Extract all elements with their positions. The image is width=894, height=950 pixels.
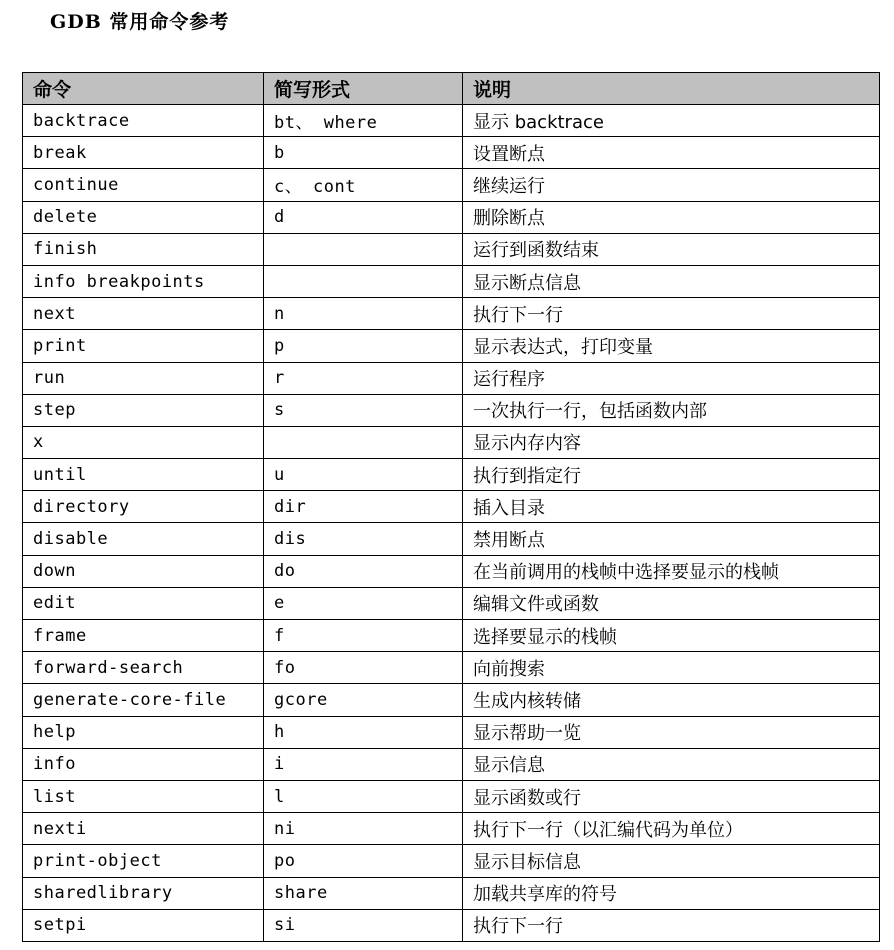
cell-command: frame (23, 620, 264, 652)
cell-command: forward-search (23, 652, 264, 684)
cell-command: nexti (23, 813, 264, 845)
cell-description: 加载共享库的符号 (463, 877, 880, 909)
cell-description: 生成内核转储 (463, 684, 880, 716)
cell-command: until (23, 459, 264, 491)
table-row (23, 716, 880, 748)
cell-description: 设置断点 (463, 137, 880, 169)
cell-description: 一次执行一行，包括函数内部 (463, 394, 880, 426)
cell-short-form: i (264, 748, 463, 780)
cell-short-form: fo (264, 652, 463, 684)
cell-command: info (23, 748, 264, 780)
cell-command: down (23, 555, 264, 587)
table-row (23, 909, 880, 941)
cell-command: generate-core-file (23, 684, 264, 716)
cell-short-form: c、 cont (264, 169, 463, 201)
header-short-form: 简写形式 (264, 73, 463, 105)
cell-command: next (23, 298, 264, 330)
cell-description: 在当前调用的栈帧中选择要显示的栈帧 (463, 555, 880, 587)
cell-command: run (23, 362, 264, 394)
table-row (23, 555, 880, 587)
cell-command: sharedlibrary (23, 877, 264, 909)
cell-description: 显示目标信息 (463, 845, 880, 877)
cell-description: 执行下一行 (463, 909, 880, 941)
cell-short-form: n (264, 298, 463, 330)
cell-command: finish (23, 233, 264, 265)
table-row (23, 845, 880, 877)
cell-description: 插入目录 (463, 491, 880, 523)
cell-description: 显示信息 (463, 748, 880, 780)
cell-short-form: do (264, 555, 463, 587)
page-title: GDB 常用命令参考 (50, 11, 230, 33)
table-row (23, 201, 880, 233)
cell-short-form: share (264, 877, 463, 909)
table-row (23, 169, 880, 201)
table-row (23, 330, 880, 362)
cell-command: print (23, 330, 264, 362)
cell-description: 编辑文件或函数 (463, 587, 880, 619)
table-row (23, 620, 880, 652)
cell-command: edit (23, 587, 264, 619)
table-row (23, 813, 880, 845)
cell-command: step (23, 394, 264, 426)
cell-description: 显示表达式，打印变量 (463, 330, 880, 362)
cell-command: backtrace (23, 105, 264, 137)
table-row (23, 137, 880, 169)
table-row (23, 459, 880, 491)
table-body (23, 105, 880, 942)
cell-command: delete (23, 201, 264, 233)
table-row (23, 780, 880, 812)
gdb-command-table (22, 72, 880, 942)
table-row (23, 684, 880, 716)
cell-short-form: l (264, 780, 463, 812)
cell-description: 执行到指定行 (463, 459, 880, 491)
table-row (23, 298, 880, 330)
cell-command: setpi (23, 909, 264, 941)
table-row (23, 362, 880, 394)
cell-short-form: po (264, 845, 463, 877)
cell-short-form: f (264, 620, 463, 652)
cell-short-form: u (264, 459, 463, 491)
cell-description: 选择要显示的栈帧 (463, 620, 880, 652)
cell-command: print-object (23, 845, 264, 877)
cell-short-form: dir (264, 491, 463, 523)
cell-description: 显示帮助一览 (463, 716, 880, 748)
cell-description: 运行程序 (463, 362, 880, 394)
table-row (23, 748, 880, 780)
cell-short-form: s (264, 394, 463, 426)
cell-command: directory (23, 491, 264, 523)
cell-short-form: r (264, 362, 463, 394)
cell-short-form: d (264, 201, 463, 233)
cell-command: info breakpoints (23, 265, 264, 297)
table-row (23, 523, 880, 555)
cell-short-form: h (264, 716, 463, 748)
table-row (23, 491, 880, 523)
cell-command: x (23, 426, 264, 458)
cell-command: disable (23, 523, 264, 555)
cell-description: 显示断点信息 (463, 265, 880, 297)
cell-short-form: dis (264, 523, 463, 555)
cell-description: 显示函数或行 (463, 780, 880, 812)
cell-command: help (23, 716, 264, 748)
table-row (23, 877, 880, 909)
table-header-row (23, 73, 880, 105)
table-row (23, 587, 880, 619)
cell-short-form: b (264, 137, 463, 169)
cell-short-form: si (264, 909, 463, 941)
cell-short-form (264, 426, 463, 458)
cell-description: 继续运行 (463, 169, 880, 201)
table-row (23, 652, 880, 684)
cell-short-form (264, 265, 463, 297)
cell-command: list (23, 780, 264, 812)
cell-command: break (23, 137, 264, 169)
cell-short-form: gcore (264, 684, 463, 716)
header-description: 说明 (463, 73, 880, 105)
table-row (23, 394, 880, 426)
cell-description: 删除断点 (463, 201, 880, 233)
cell-short-form: p (264, 330, 463, 362)
cell-description: 禁用断点 (463, 523, 880, 555)
table-row (23, 426, 880, 458)
cell-description: 显示 backtrace (463, 105, 880, 137)
cell-description: 向前搜索 (463, 652, 880, 684)
cell-description: 运行到函数结束 (463, 233, 880, 265)
table-row (23, 105, 880, 137)
cell-short-form: e (264, 587, 463, 619)
cell-command: continue (23, 169, 264, 201)
cell-short-form: ni (264, 813, 463, 845)
cell-short-form (264, 233, 463, 265)
cell-description: 显示内存内容 (463, 426, 880, 458)
table-row (23, 233, 880, 265)
cell-short-form: bt、 where (264, 105, 463, 137)
table-row (23, 265, 880, 297)
header-command: 命令 (23, 73, 264, 105)
cell-description: 执行下一行（以汇编代码为单位） (463, 813, 880, 845)
cell-description: 执行下一行 (463, 298, 880, 330)
